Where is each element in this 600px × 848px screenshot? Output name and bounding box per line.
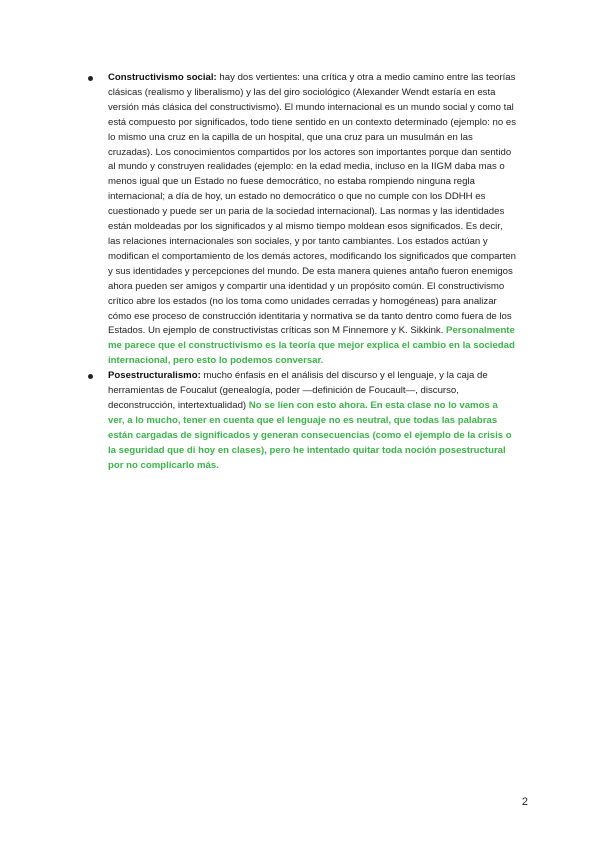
body-constructivismo: hay dos vertientes: una crítica y otra a medio camino entre las teorías clásicas (realismo y liberalismo) y las del giro sociológico (Alexander Wendt estaría en esta versión más clásica del constructivismo). El mundo internacional es un mundo social y como tal está compuesto por significados, todo tiene sentido en un contexto determinado (ejemplo: no es lo mismo una cruz en la capilla de un hospital, que una cruz para un musulmán en las cruzadas). Los conocimientos compartidos por los actores son importantes porque dan sentido al mundo y construyen realidades (ejemplo: en la edad media, incluso en la IIGM daba mas o menos igual que un Estado no fuese democrático, no estaba rompiendo ninguna regla internacional; a día de hoy, un estado no democrático o que no cumple con los DDHH es cuestionado y puede ser un paria de la sociedad internacional). Las normas y las identidades están moldeadas por los significados y al mismo tiempo moldean esos significados. Es decir, las relaciones internacionales son sociales, y por tanto cambiantes. Los estados actúan y modifican el comportamiento de los demás actores, modificando los significados que comparten y sus identidades y percepciones del mundo. De esta manera quienes antaño fueron enemigos ahora pueden ser amigos y compartir una identidad y un propósito común. El constructivismo crítico abre los estados (no los toma como unidades cerradas y homogéneas) para analizar cómo ese proceso de construcción identitaria y normativa se da tanto dentro como fuera de los Estados. Un ejemplo de constructivistas críticas son M Finnemore y K. Sikkink. — [108, 72, 516, 337]
bullet-dot-icon — [88, 374, 93, 379]
document-content — [88, 71, 516, 473]
body-posestructuralismo: mucho énfasis en el análisis del discurso y el lenguaje, y la caja de herramientas de Foucalut (genealogía, poder —definición de Foucault—, discurso, deconstrucción, intertextualidad) — [108, 370, 488, 411]
page-number: 2 — [521, 796, 528, 808]
term-posestructuralismo: Posestructuralismo: — [108, 370, 201, 382]
bullet-dot-icon — [88, 76, 93, 81]
note-constructivismo: Personalmente me parece que el constructivismo es la teoría que mejor explica el cambio en la sociedad internacional, pero esto lo podemos conversar. — [108, 325, 515, 367]
bullet-list — [88, 71, 516, 473]
bullet-item-constructivismo — [88, 71, 516, 369]
term-constructivismo: Constructivismo social: — [108, 72, 217, 83]
note-posestructuralismo: No se líen con esto ahora. En esta clase no lo vamos a ver, a lo mucho, tener en cuenta que el lenguaje no es neutral, que todas las palabras están cargadas de significados y generan consecuencias (como el ejemplo de la crisis o la seguridad que di hoy en clases), pero he intentado quitar toda noción posestructural por no complicarlo más. — [108, 399, 512, 471]
bullet-item-posestructuralismo — [88, 369, 516, 473]
